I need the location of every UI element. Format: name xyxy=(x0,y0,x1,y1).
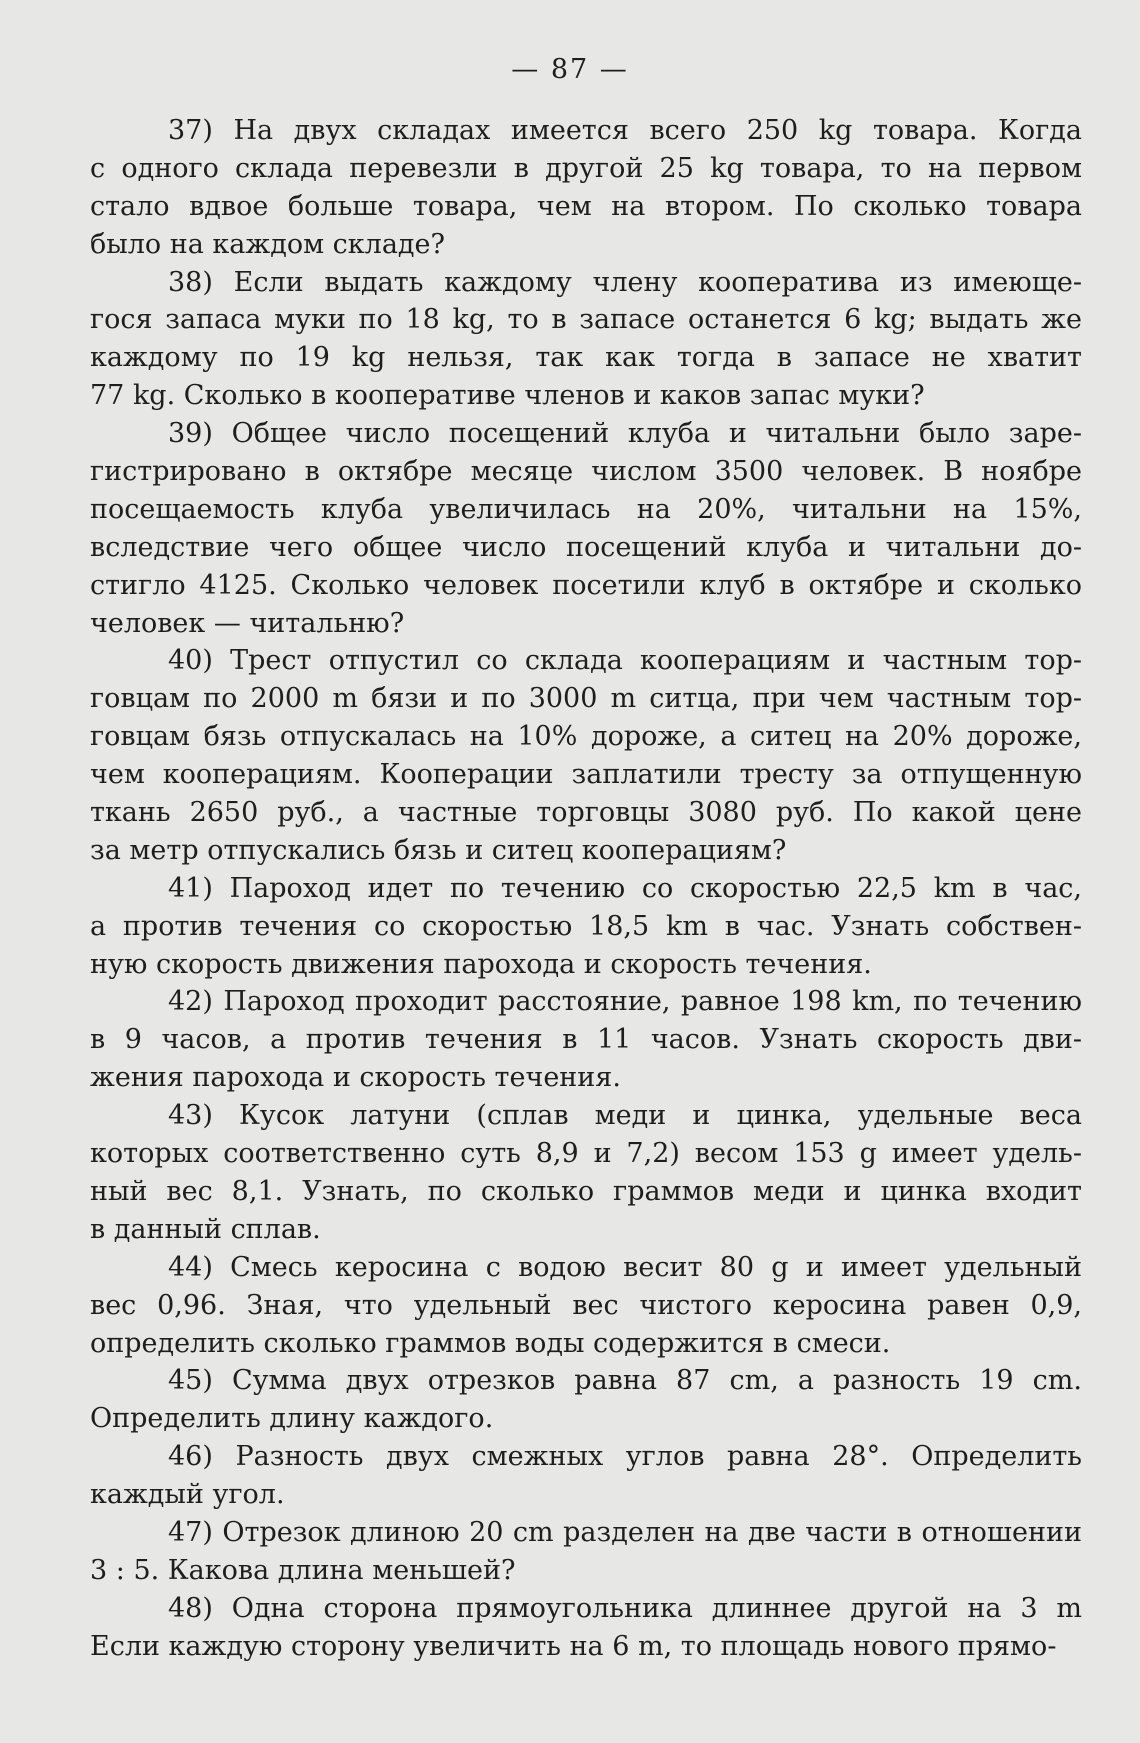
problem-38-line: каждому по 19 kg нельзя, так как тогда в запасе не хватит xyxy=(90,342,1082,374)
problem-48-line: 48) Одна сторона прямоугольника длиннее другой на 3 m xyxy=(168,1592,1082,1624)
problem-40-line: чем кооперациям. Кооперации заплатили тресту за отпущенную xyxy=(90,759,1082,791)
problem-38-line: гося запаса муки по 18 kg, то в запасе останется 6 kg; выдать же xyxy=(90,304,1082,336)
problem-45 xyxy=(90,1362,1082,1438)
problem-40-line: говцам бязь отпускалась на 10% дороже, а ситец на 20% дороже, xyxy=(90,721,1082,753)
problem-38-line: 77 kg. Сколько в кооперативе членов и каков запас муки? xyxy=(90,380,925,412)
problem-list xyxy=(90,112,1082,1666)
problem-44-line: вес 0,96. Зная, что удельный вес чистого керосина равен 0,9, xyxy=(90,1289,1082,1321)
problem-41 xyxy=(90,870,1082,984)
problem-40-line: говцам по 2000 m бязи и по 3000 m ситца, при чем частным тор- xyxy=(90,683,1082,715)
page-number: — 87 — xyxy=(511,54,629,85)
problem-44-line: 44) Смесь керосина с водою весит 80 g и имеет удельный xyxy=(168,1251,1082,1283)
problem-41-line: ную скорость движения парохода и скорость течения. xyxy=(90,948,872,980)
problem-46 xyxy=(90,1438,1082,1514)
problem-42-line: 42) Пароход проходит расстояние, равное 198 km, по течению xyxy=(168,986,1082,1018)
problem-47-line: 47) Отрезок длиною 20 cm разделен на две части в отношении xyxy=(168,1516,1082,1548)
problem-43 xyxy=(90,1097,1082,1249)
problem-39-line: стигло 4125. Сколько человек посетили клуб в октябре и сколько xyxy=(90,569,1082,601)
problem-47-line: 3 : 5. Какова длина меньшей? xyxy=(90,1554,516,1586)
problem-42-line: в 9 часов, а против течения в 11 часов. Узнать скорость дви- xyxy=(90,1024,1082,1056)
problem-45-line: Определить длину каждого. xyxy=(90,1403,494,1435)
problem-39-line: гистрировано в октябре месяце числом 3500 человек. В ноябре xyxy=(90,456,1082,488)
problem-43-line: которых соответственно суть 8,9 и 7,2) весом 153 g имеет удель- xyxy=(90,1138,1082,1170)
problem-43-line: в данный сплав. xyxy=(90,1213,321,1245)
problem-48-line: Если каждую сторону увеличить на 6 m, то площадь нового прямо- xyxy=(90,1630,1057,1662)
problem-39-line: 39) Общее число посещений клуба и читальни было заре- xyxy=(168,418,1082,450)
problem-37 xyxy=(90,112,1082,264)
problem-40 xyxy=(90,642,1082,869)
problem-37-line: с одного склада перевезли в другой 25 kg товара, то на первом xyxy=(90,152,1082,184)
problem-47 xyxy=(90,1514,1082,1590)
problem-48 xyxy=(90,1590,1082,1666)
problem-43-line: 43) Кусок латуни (сплав меди и цинка, удельные веса xyxy=(168,1100,1082,1132)
problem-39-line: вследствие чего общее число посещений клуба и читальни до- xyxy=(90,531,1082,563)
problem-45-line: 45) Сумма двух отрезков равна 87 cm, а разность 19 cm. xyxy=(168,1365,1082,1397)
problem-42 xyxy=(90,983,1082,1097)
problem-46-line: каждый угол. xyxy=(90,1479,285,1511)
problem-40-line: 40) Трест отпустил со склада кооперациям и частным тор- xyxy=(168,645,1082,677)
problem-43-line: ный вес 8,1. Узнать, по сколько граммов меди и цинка входит xyxy=(90,1175,1082,1207)
problem-40-line: за метр отпускались бязь и ситец кооперациям? xyxy=(90,834,787,866)
problem-38 xyxy=(90,264,1082,416)
problem-40-line: ткань 2650 руб., а частные торговцы 3080 руб. По какой цене xyxy=(90,797,1082,829)
problem-41-line: а против течения со скоростью 18,5 km в час. Узнать собствен- xyxy=(90,910,1082,942)
problem-42-line: жения парохода и скорость течения. xyxy=(90,1062,621,1094)
problem-41-line: 41) Пароход идет по течению со скоростью 22,5 km в час, xyxy=(168,872,1082,904)
problem-37-line: стало вдвое больше товара, чем на втором. По сколько товара xyxy=(90,190,1082,222)
problem-39-line: посещаемость клуба увеличилась на 20%, читальни на 15%, xyxy=(90,493,1082,525)
problem-39-line: человек — читальню? xyxy=(90,607,405,639)
problem-39 xyxy=(90,415,1082,642)
problem-37-line: было на каждом складе? xyxy=(90,228,446,260)
problem-38-line: 38) Если выдать каждому члену кооператива из имеюще- xyxy=(168,266,1082,298)
problem-44-line: определить сколько граммов воды содержится в смеси. xyxy=(90,1327,891,1359)
problem-37-line: 37) На двух складах имеется всего 250 kg товара. Когда xyxy=(168,115,1082,146)
problem-46-line: 46) Разность двух смежных углов равна 28°. Определить xyxy=(168,1441,1082,1473)
problem-44 xyxy=(90,1249,1082,1363)
